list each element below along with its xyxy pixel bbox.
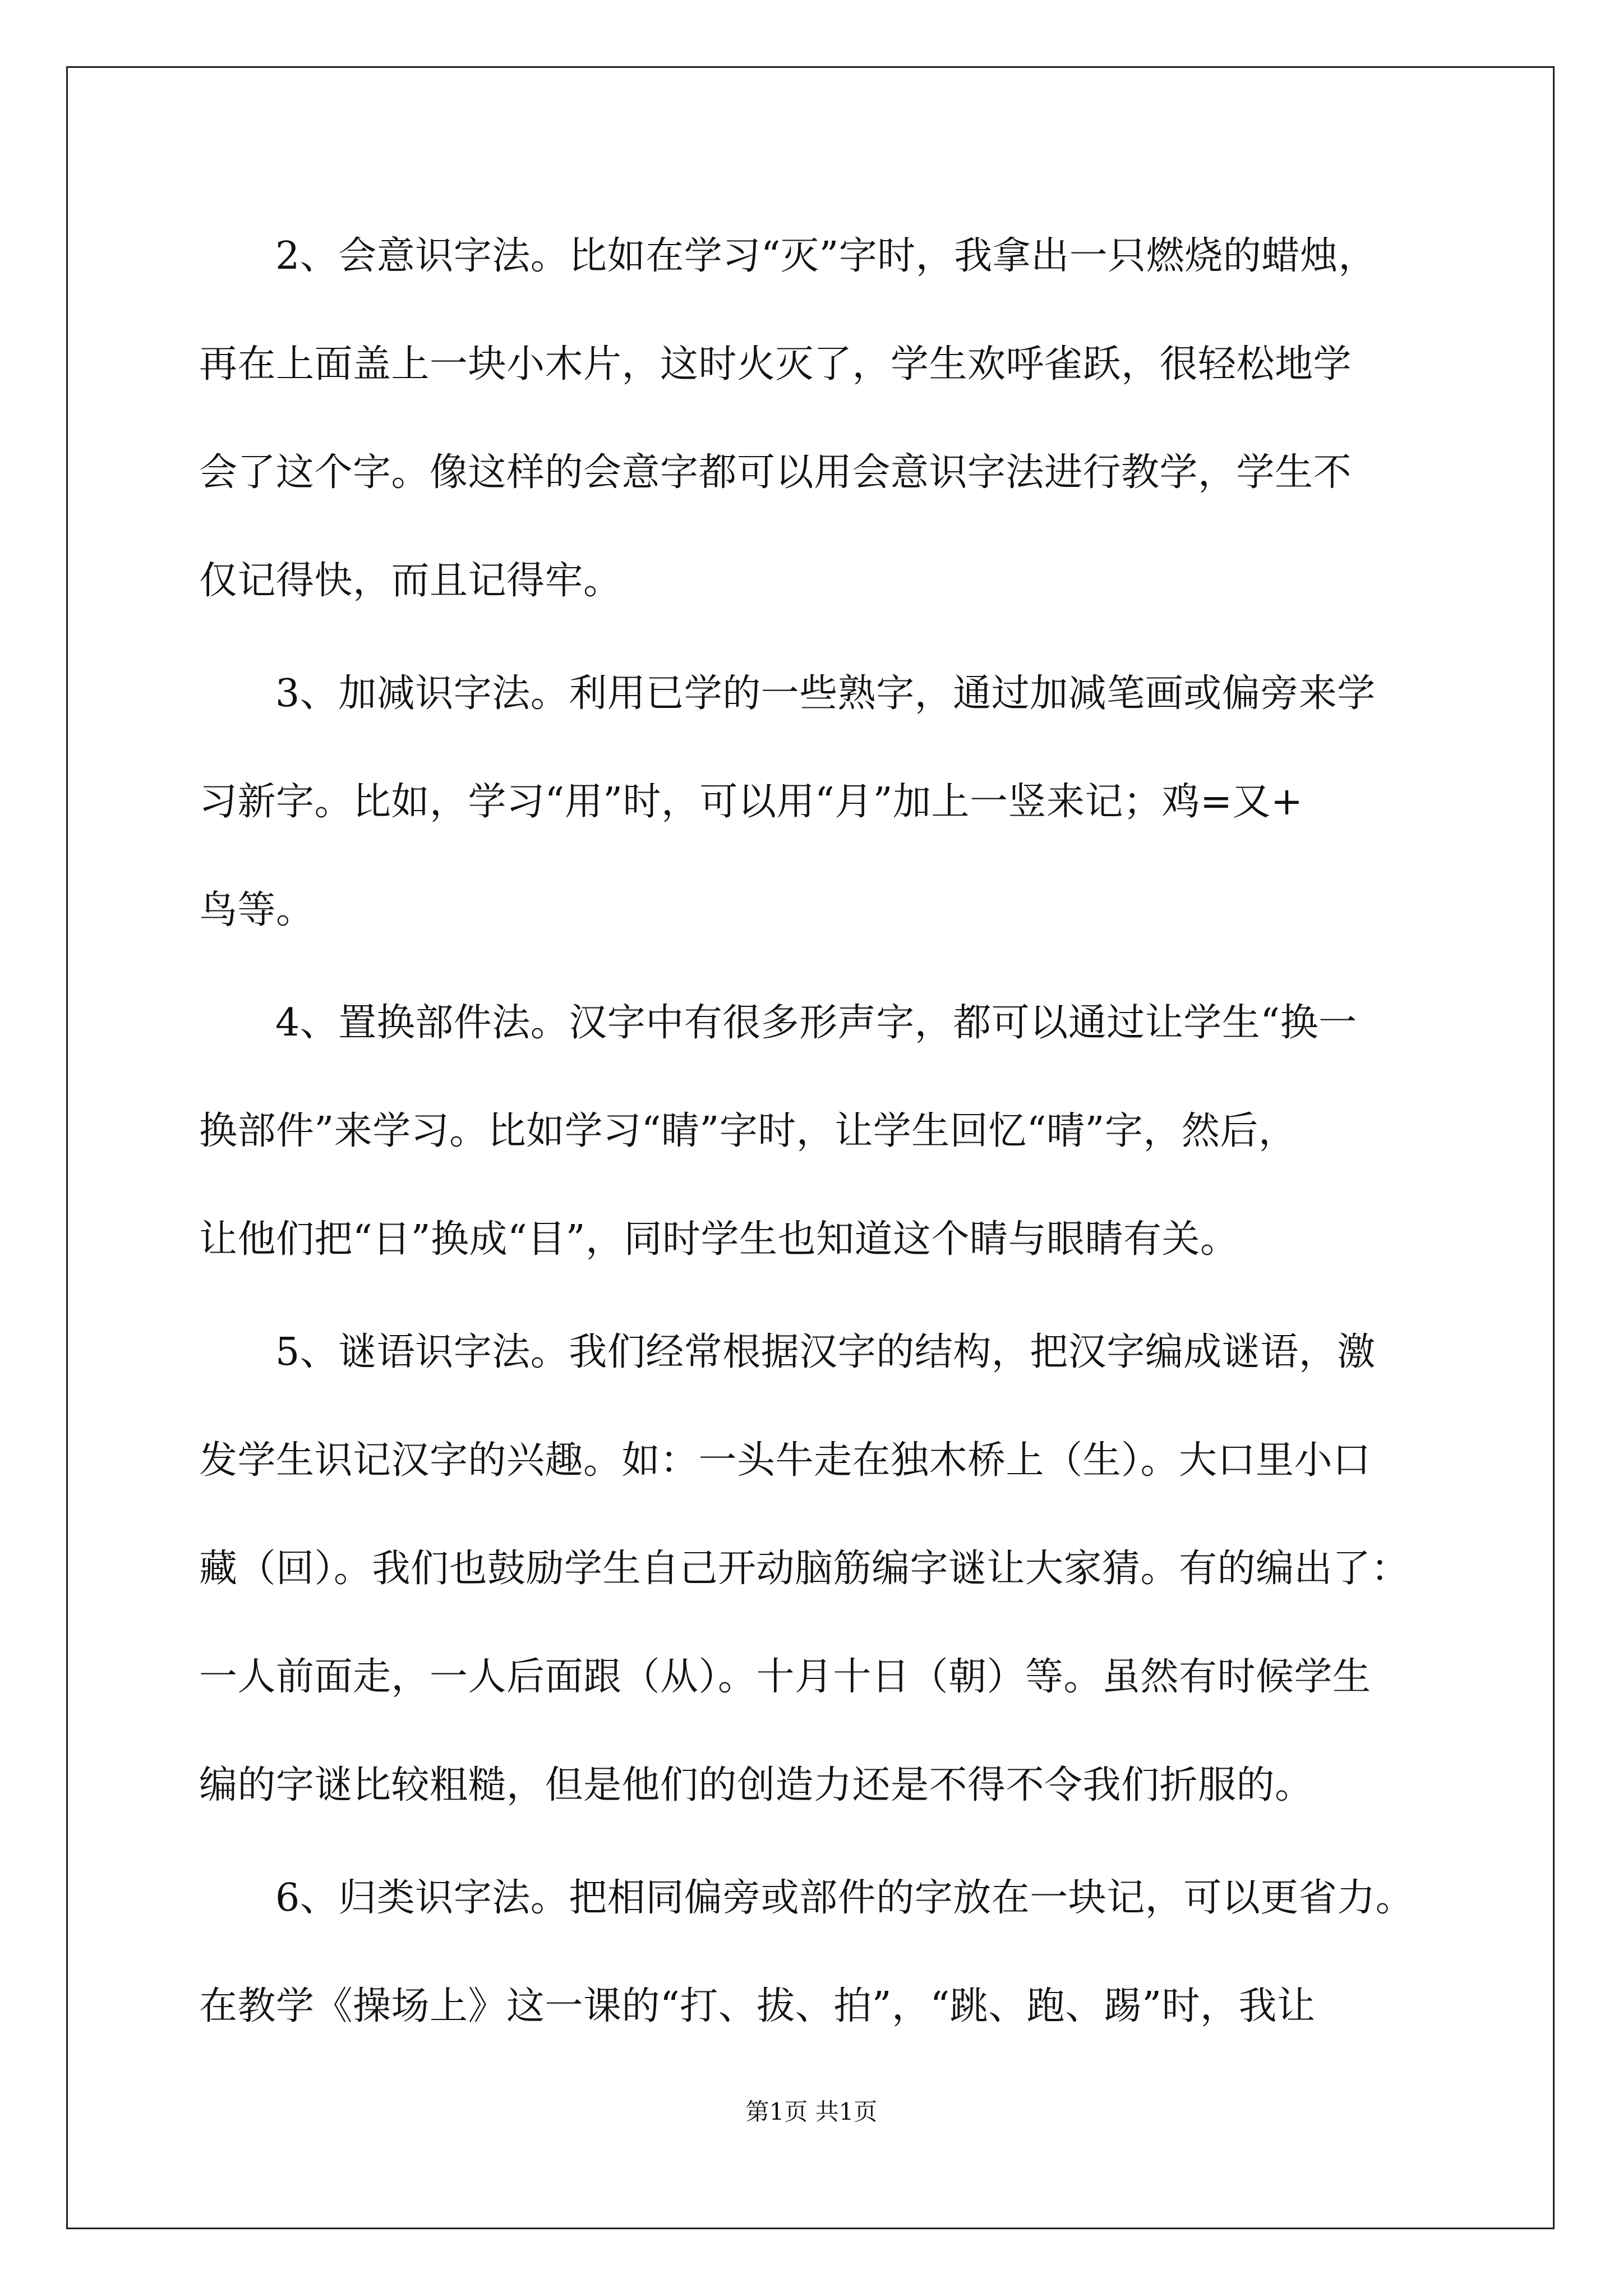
text-line: 让他们把“日”换成“目”，同时学生也知道这个睛与眼睛有关。 <box>199 1217 1239 1262</box>
paragraph-6-guilei <box>199 1844 1433 2060</box>
paragraph-4-zhihuan <box>199 969 1433 1294</box>
paragraph-3-jiajian <box>199 639 1433 964</box>
paragraph-2-huiyi <box>199 202 1433 635</box>
text-line: 换部件”来学习。比如学习“睛”字时，让学生回忆“晴”字，然后， <box>199 1109 1297 1153</box>
text-line: 6、归类识字法。把相同偏旁或部件的字放在一块记，可以更省力。 <box>275 1876 1414 1920</box>
text-line: 会了这个字。像这样的会意字都可以用会意识字法进行教学，学生不 <box>199 450 1352 495</box>
text-line: 鸟等。 <box>199 888 315 932</box>
text-line: 3、加减识字法。利用已学的一些熟字，通过加减笔画或偏旁来学 <box>275 671 1376 716</box>
text-line: 仅记得快，而且记得牢。 <box>199 559 622 603</box>
text-line: 5、谜语识字法。我们经常根据汉字的结构，把汉字编成谜语，激 <box>275 1330 1376 1374</box>
text-line: 在教学《操场上》这一课的“打、拔、拍”，“跳、跑、踢”时，我让 <box>199 1984 1316 2028</box>
text-line: 一人前面走，一人后面跟（从）。十月十日（朝）等。虽然有时候学生 <box>199 1655 1371 1699</box>
paragraph-5-miyu <box>199 1298 1433 1839</box>
text-line: 藏（回）。我们也鼓励学生自己开动脑筋编字谜让大家猜。有的编出了： <box>199 1547 1410 1591</box>
text-line: 习新字。比如，学习“用”时，可以用“月”加上一竖来记；鸡=又+ <box>199 780 1303 824</box>
text-line: 发学生识记汉字的兴趣。如：一头牛走在独木桥上（生）。大口里小口 <box>199 1438 1371 1483</box>
text-line: 4、置换部件法。汉字中有很多形声字，都可以通过让学生“换一 <box>275 1001 1357 1045</box>
text-line: 2、会意识字法。比如在学习“灭”字时，我拿出一只燃烧的蜡烛， <box>275 234 1377 278</box>
text-line: 编的字谜比较粗糙，但是他们的创造力还是不得不令我们折服的。 <box>199 1763 1313 1807</box>
page-number-footer: 第1页 共1页 <box>745 2098 878 2125</box>
document-body <box>199 202 1433 2065</box>
text-line: 再在上面盖上一块小木片，这时火灭了，学生欢呼雀跃，很轻松地学 <box>199 342 1352 386</box>
